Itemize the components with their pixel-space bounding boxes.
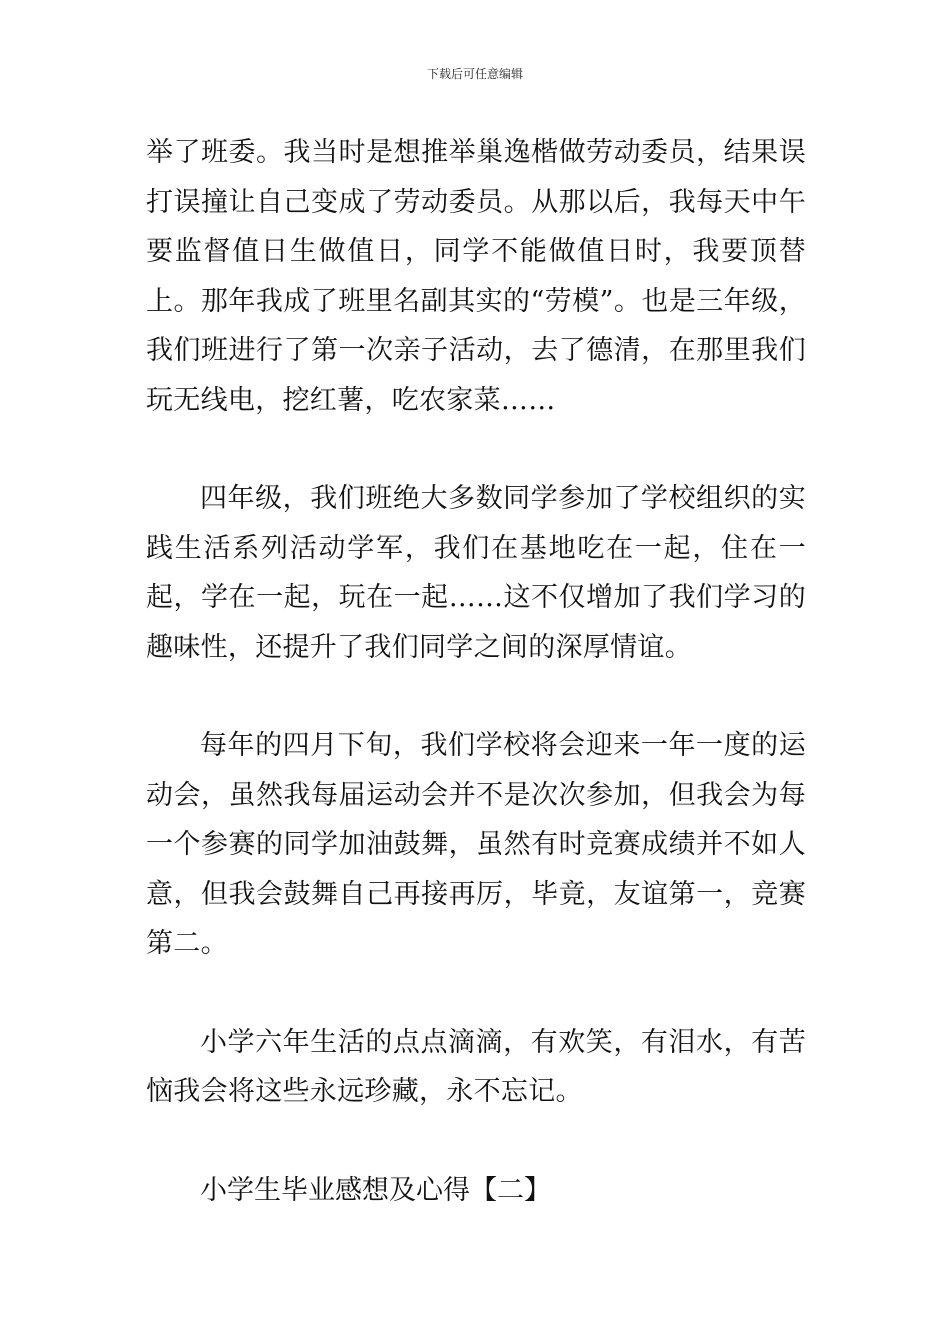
section-heading: 小学生毕业感想及心得【二】 xyxy=(200,1174,551,1206)
body-text xyxy=(146,128,806,1215)
paragraph-gap xyxy=(146,425,806,474)
paragraph-gap xyxy=(146,1117,806,1166)
header-note: 下载后可任意编辑 xyxy=(426,67,523,81)
paragraph-gap xyxy=(146,672,806,721)
paragraph-continued: 举了班委。我当时是想推举巢逸楷做劳动委员，结果误打误撞让自己变成了劳动委员。从那以后，我每天中午要监督值日生做值日，同学不能做值日时，我要顶替上。那年我成了班里名副其实的“劳模”。也是三年级，我们班进行了第一次亲子活动，去了德清，在那里我们玩无线电，挖红薯，吃农家菜…… xyxy=(146,137,806,416)
paragraph-grade-four: 四年级，我们班绝大多数同学参加了学校组织的实践生活系列活动学军，我们在基地吃在一起，住在一起，学在一起，玩在一起……这不仅增加了我们学习的趣味性，还提升了我们同学之间的深厚情谊。 xyxy=(146,483,806,663)
paragraph-sports-meet: 每年的四月下旬，我们学校将会迎来一年一度的运动会，虽然我每届运动会并不是次次参加，但我会为每一个参赛的同学加油鼓舞，虽然有时竞赛成绩并不如人意，但我会鼓舞自己再接再厉，毕竟，友谊第一，竞赛第二。 xyxy=(146,730,806,959)
paragraph-memories: 小学六年生活的点点滴滴，有欢笑，有泪水，有苦恼我会将这些永远珍藏，永不忘记。 xyxy=(146,1026,806,1107)
paragraph-gap xyxy=(146,969,806,1018)
